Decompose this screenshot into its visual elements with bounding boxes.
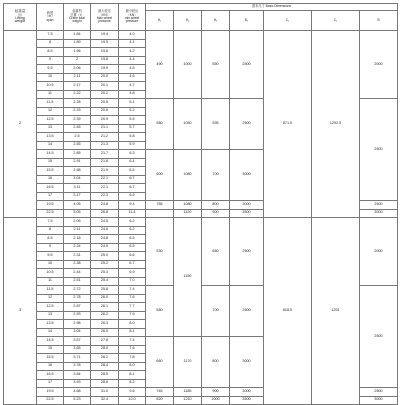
span-cell: 15	[37, 345, 64, 354]
crane-weight-cell: 2.98	[64, 320, 91, 329]
lifting-weight-cell: 3	[4, 218, 37, 405]
min-wheel-pressure-cell: 6.7	[119, 260, 146, 269]
max-wheel-pressure-cell: 22.1	[91, 175, 119, 184]
max-wheel-pressure-cell: 26.1	[91, 303, 119, 312]
h3-cell: 650	[202, 218, 230, 286]
max-wheel-pressure-cell: 28.6	[91, 379, 119, 388]
header-max-wheel-pressure: 最大轮压 （KN） Max.wheel pressure	[91, 4, 119, 31]
span-cell: 19.5	[37, 201, 64, 210]
max-wheel-pressure-cell: 21.7	[91, 150, 119, 159]
span-cell: 22.5	[37, 396, 64, 405]
h3-cell: 700	[202, 150, 230, 201]
span-cell: 15.5	[37, 167, 64, 176]
h3-cell: 800	[202, 201, 230, 210]
span-cell: 16.5	[37, 184, 64, 193]
crane-weight-cell: 2	[64, 56, 91, 65]
crane-weight-cell: 1.89	[64, 39, 91, 48]
crane-weight-cell: 2.93	[64, 311, 91, 320]
header-h2: H₂	[174, 11, 202, 31]
b-cell: 3000	[360, 209, 398, 218]
min-wheel-pressure-cell: 4.7	[119, 82, 146, 91]
crane-weight-cell: 3.71	[64, 354, 91, 363]
crane-weight-cell: 4.05	[64, 201, 91, 210]
span-cell: 22.5	[37, 209, 64, 218]
min-wheel-pressure-cell: 12.0	[119, 396, 146, 405]
max-wheel-pressure-cell: 25.2	[91, 260, 119, 269]
crane-weight-cell: 5.23	[64, 396, 91, 405]
crane-weight-cell: 3.04	[64, 175, 91, 184]
span-cell: 16	[37, 175, 64, 184]
b0-cell: 3500	[230, 396, 264, 405]
max-wheel-pressure-cell: 19.6	[91, 48, 119, 57]
min-wheel-pressure-cell: 6.9	[119, 269, 146, 278]
h1-cell	[146, 209, 174, 218]
max-wheel-pressure-cell: 24.6	[91, 226, 119, 235]
header-crane-weight: 起重机 总重（t） Crane total weight	[64, 4, 91, 31]
span-cell: 11.5	[37, 286, 64, 295]
h1-cell: 530	[146, 218, 174, 286]
min-wheel-pressure-cell: 7.9	[119, 311, 146, 320]
h3-cell: 900	[202, 388, 230, 397]
b0-cell: 3500	[230, 209, 264, 218]
max-wheel-pressure-cell: 22.1	[91, 184, 119, 193]
b-cell: 3000	[360, 396, 398, 405]
crane-weight-cell: 2.06	[64, 65, 91, 74]
b-cell: 2500	[360, 286, 398, 388]
crane-weight-cell: 2.22	[64, 90, 91, 99]
min-wheel-pressure-cell: 7.7	[119, 303, 146, 312]
max-wheel-pressure-cell: 20.0	[91, 73, 119, 82]
crane-weight-cell: 2.5	[64, 133, 91, 142]
h1-cell: 820	[146, 396, 174, 405]
span-cell: 14.5	[37, 150, 64, 159]
h2-cell: 1080	[174, 201, 202, 210]
header-c2: C₂	[312, 11, 360, 31]
min-wheel-pressure-cell: 7.8	[119, 354, 146, 363]
min-wheel-pressure-cell: 11.4	[119, 209, 146, 218]
h2-cell: 1120	[174, 209, 202, 218]
max-wheel-pressure-cell: 21.9	[91, 167, 119, 176]
crane-weight-cell: 2.44	[64, 269, 91, 278]
max-wheel-pressure-cell: 26.8	[91, 209, 119, 218]
min-wheel-pressure-cell: 8.1	[119, 328, 146, 337]
span-cell: 9	[37, 56, 64, 65]
h2-cell: 1170	[174, 337, 202, 388]
crane-weight-cell: 2.38	[64, 260, 91, 269]
crane-weight-cell: 3.11	[64, 184, 91, 193]
span-cell: 15	[37, 158, 64, 167]
span-cell: 8	[37, 39, 64, 48]
max-wheel-pressure-cell: 21.2	[91, 133, 119, 142]
min-wheel-pressure-cell: 7.4	[119, 286, 146, 295]
max-wheel-pressure-cell: 31.0	[91, 388, 119, 397]
crane-weight-cell: 3.57	[64, 337, 91, 346]
max-wheel-pressure-cell: 28.0	[91, 345, 119, 354]
c1-cell: 818.5	[264, 218, 312, 405]
max-wheel-pressure-cell: 19.4	[91, 31, 119, 40]
min-wheel-pressure-cell: 7.6	[119, 294, 146, 303]
min-wheel-pressure-cell: 6.5	[119, 235, 146, 244]
min-wheel-pressure-cell: 8.0	[119, 362, 146, 371]
crane-weight-cell: 2.87	[64, 303, 91, 312]
max-wheel-pressure-cell: 25.4	[91, 277, 119, 286]
h1-cell: 580	[146, 99, 174, 150]
crane-weight-cell: 2.17	[64, 82, 91, 91]
max-wheel-pressure-cell: 22.3	[91, 192, 119, 201]
b0-cell: 3000	[230, 388, 264, 397]
min-wheel-pressure-cell: 4.5	[119, 65, 146, 74]
min-wheel-pressure-cell: 6.4	[119, 158, 146, 167]
span-cell: 11	[37, 277, 64, 286]
crane-weight-cell: 3.84	[64, 371, 91, 380]
h2-cell: 1185	[174, 388, 202, 397]
span-cell: 13	[37, 124, 64, 133]
b-cell: 2500	[360, 99, 398, 201]
crane-weight-cell: 2.55	[64, 141, 91, 150]
b-cell: 2000	[360, 31, 398, 99]
b-cell: 2500	[360, 388, 398, 397]
header-b0: B₀	[230, 11, 264, 31]
max-wheel-pressure-cell: 24.8	[91, 235, 119, 244]
max-wheel-pressure-cell: 24.9	[91, 243, 119, 252]
c2-cell: 1292.5	[312, 31, 360, 218]
span-cell: 13.5	[37, 133, 64, 142]
lifting-weight-cell: 2	[4, 31, 37, 218]
crane-weight-cell: 4.68	[64, 388, 91, 397]
crane-weight-cell: 3.04	[64, 328, 91, 337]
span-cell: 13	[37, 311, 64, 320]
max-wheel-pressure-cell: 26.5	[91, 328, 119, 337]
crane-weight-cell: 2.05	[64, 218, 91, 227]
h3-cell: 800	[202, 337, 230, 388]
span-cell: 15.5	[37, 354, 64, 363]
h2-cell: 1050	[174, 99, 202, 150]
h1-cell: 785	[146, 201, 174, 210]
span-cell: 11.5	[37, 99, 64, 108]
h1-cell: 600	[146, 150, 174, 201]
max-wheel-pressure-cell: 19.8	[91, 56, 119, 65]
max-wheel-pressure-cell: 20.2	[91, 90, 119, 99]
max-wheel-pressure-cell: 21.1	[91, 124, 119, 133]
crane-weight-cell: 2.24	[64, 243, 91, 252]
header-lifting-weight: 起重量 （t） Lifting weight	[4, 4, 37, 31]
span-cell: 10.5	[37, 82, 64, 91]
crane-weight-cell: 2.85	[64, 150, 91, 159]
h1-cell: 745	[146, 388, 174, 397]
max-wheel-pressure-cell: 24.5	[91, 218, 119, 227]
max-wheel-pressure-cell: 25.3	[91, 269, 119, 278]
min-wheel-pressure-cell: 6.3	[119, 150, 146, 159]
crane-weight-cell: 3.93	[64, 379, 91, 388]
h2-cell: 1080	[174, 150, 202, 201]
crane-weight-cell: 2.45	[64, 124, 91, 133]
span-cell: 19.5	[37, 388, 64, 397]
max-wheel-pressure-cell: 26.2	[91, 311, 119, 320]
crane-weight-cell: 2.91	[64, 158, 91, 167]
h1-cell: 580	[146, 286, 174, 337]
span-cell: 9	[37, 243, 64, 252]
min-wheel-pressure-cell: 5.9	[119, 141, 146, 150]
header-c1: C₁	[264, 11, 312, 31]
max-wheel-pressure-cell: 20.1	[91, 82, 119, 91]
span-cell: 8.5	[37, 48, 64, 57]
crane-weight-cell: 2.11	[64, 73, 91, 82]
max-wheel-pressure-cell: 28.5	[91, 371, 119, 380]
min-wheel-pressure-cell: 7.4	[119, 337, 146, 346]
c2-cell: 1291	[312, 218, 360, 405]
max-wheel-pressure-cell: 26.3	[91, 320, 119, 329]
crane-weight-cell: 5.05	[64, 209, 91, 218]
h3-cell: 1000	[202, 396, 230, 405]
crane-weight-cell: 2.39	[64, 116, 91, 125]
table-row	[4, 31, 398, 40]
max-wheel-pressure-cell: 25.0	[91, 252, 119, 261]
crane-weight-cell: 1.96	[64, 48, 91, 57]
b-cell: 2500	[360, 201, 398, 210]
h2-cell: 1150	[174, 218, 202, 337]
min-wheel-pressure-cell: 5.8	[119, 133, 146, 142]
min-wheel-pressure-cell: 9.4	[119, 201, 146, 210]
min-wheel-pressure-cell: 7.6	[119, 345, 146, 354]
span-cell: 14	[37, 141, 64, 150]
span-cell: 12.5	[37, 116, 64, 125]
crane-weight-cell: 2.28	[64, 99, 91, 108]
b0-cell: 2500	[230, 286, 264, 337]
span-cell: 16.5	[37, 371, 64, 380]
b0-cell: 3000	[230, 150, 264, 201]
min-wheel-pressure-cell: 6.7	[119, 175, 146, 184]
min-wheel-pressure-cell: 6.5	[119, 167, 146, 176]
b0-cell: 2500	[230, 99, 264, 150]
b0-cell: 3000	[230, 201, 264, 210]
min-wheel-pressure-cell: 8.1	[119, 371, 146, 380]
min-wheel-pressure-cell: 6.7	[119, 184, 146, 193]
c1-cell: 871.5	[264, 31, 312, 218]
max-wheel-pressure-cell: 20.5	[91, 99, 119, 108]
max-wheel-pressure-cell: 32.4	[91, 396, 119, 405]
max-wheel-pressure-cell: 21.8	[91, 158, 119, 167]
crane-weight-cell: 2.11	[64, 226, 91, 235]
span-cell: 12	[37, 107, 64, 116]
h3-cell: 700	[202, 286, 230, 337]
h3-cell: 900	[202, 209, 230, 218]
b0-cell: 2500	[230, 31, 264, 99]
b0-cell: 2500	[230, 218, 264, 286]
table-body	[4, 31, 398, 405]
crane-weight-cell: 2.31	[64, 252, 91, 261]
min-wheel-pressure-cell: 5.5	[119, 116, 146, 125]
span-cell: 13.5	[37, 320, 64, 329]
crane-weight-cell: 2.98	[64, 167, 91, 176]
max-wheel-pressure-cell: 27.8	[91, 337, 119, 346]
max-wheel-pressure-cell: 19.5	[91, 39, 119, 48]
max-wheel-pressure-cell: 20.9	[91, 116, 119, 125]
crane-weight-cell: 3.17	[64, 192, 91, 201]
header-min-wheel-pressure: 最小轮压 （KN） min.wheel pressure	[119, 4, 146, 31]
span-cell: 12	[37, 294, 64, 303]
max-wheel-pressure-cell: 25.8	[91, 286, 119, 295]
max-wheel-pressure-cell: 24.8	[91, 201, 119, 210]
span-cell: 14.5	[37, 337, 64, 346]
span-cell: 10.5	[37, 269, 64, 278]
h3-cell: 595	[202, 99, 230, 150]
min-wheel-pressure-cell: 9.6	[119, 388, 146, 397]
span-cell: 10	[37, 73, 64, 82]
min-wheel-pressure-cell: 8.2	[119, 379, 146, 388]
h2-cell: 1210	[174, 396, 202, 405]
min-wheel-pressure-cell: 6.9	[119, 192, 146, 201]
min-wheel-pressure-cell: 4.2	[119, 48, 146, 57]
h3-cell: 550	[202, 31, 230, 99]
crane-weight-cell: 3.65	[64, 345, 91, 354]
min-wheel-pressure-cell: 4.4	[119, 56, 146, 65]
min-wheel-pressure-cell: 5.1	[119, 99, 146, 108]
span-cell: 8.5	[37, 235, 64, 244]
min-wheel-pressure-cell: 6.2	[119, 218, 146, 227]
header-b: B	[360, 11, 398, 31]
crane-weight-cell: 2.33	[64, 107, 91, 116]
max-wheel-pressure-cell: 21.3	[91, 141, 119, 150]
min-wheel-pressure-cell: 6.5	[119, 243, 146, 252]
min-wheel-pressure-cell: 4.1	[119, 39, 146, 48]
span-cell: 17	[37, 192, 64, 201]
max-wheel-pressure-cell: 20.6	[91, 107, 119, 116]
crane-weight-cell: 2.72	[64, 286, 91, 295]
min-wheel-pressure-cell: 7.0	[119, 277, 146, 286]
max-wheel-pressure-cell: 26.0	[91, 294, 119, 303]
b0-cell: 3000	[230, 337, 264, 388]
b-cell: 2000	[360, 218, 398, 286]
span-cell: 7.5	[37, 218, 64, 227]
min-wheel-pressure-cell: 8.0	[119, 320, 146, 329]
header-h3: H₃	[202, 11, 230, 31]
table-row	[4, 218, 398, 227]
span-cell: 9.5	[37, 252, 64, 261]
min-wheel-pressure-cell: 5.2	[119, 107, 146, 116]
h1-cell: 660	[146, 337, 174, 388]
span-cell: 10	[37, 260, 64, 269]
crane-weight-cell: 2.18	[64, 235, 91, 244]
min-wheel-pressure-cell: 6.2	[119, 226, 146, 235]
specification-table	[3, 3, 398, 405]
span-cell: 14	[37, 328, 64, 337]
span-cell: 9.5	[37, 65, 64, 74]
min-wheel-pressure-cell: 4.0	[119, 31, 146, 40]
min-wheel-pressure-cell: 4.8	[119, 90, 146, 99]
min-wheel-pressure-cell: 4.6	[119, 73, 146, 82]
crane-weight-cell: 2.78	[64, 294, 91, 303]
header-basic-dimensions: 基本尺寸 Basic Dimensions	[146, 4, 398, 11]
header-span: 跨度 （m） span	[37, 4, 64, 31]
span-cell: 12.5	[37, 303, 64, 312]
span-cell: 8	[37, 226, 64, 235]
crane-weight-cell: 2.51	[64, 277, 91, 286]
max-wheel-pressure-cell: 28.2	[91, 354, 119, 363]
min-wheel-pressure-cell: 5.7	[119, 124, 146, 133]
header-h1: H₁	[146, 11, 174, 31]
crane-weight-cell: 1.84	[64, 31, 91, 40]
h2-cell: 1000	[174, 31, 202, 99]
min-wheel-pressure-cell: 6.6	[119, 252, 146, 261]
max-wheel-pressure-cell: 19.9	[91, 65, 119, 74]
crane-weight-cell: 3.78	[64, 362, 91, 371]
span-cell: 7.5	[37, 31, 64, 40]
span-cell: 17	[37, 379, 64, 388]
max-wheel-pressure-cell: 28.4	[91, 362, 119, 371]
span-cell: 16	[37, 362, 64, 371]
span-cell: 11	[37, 90, 64, 99]
h1-cell: 490	[146, 31, 174, 99]
